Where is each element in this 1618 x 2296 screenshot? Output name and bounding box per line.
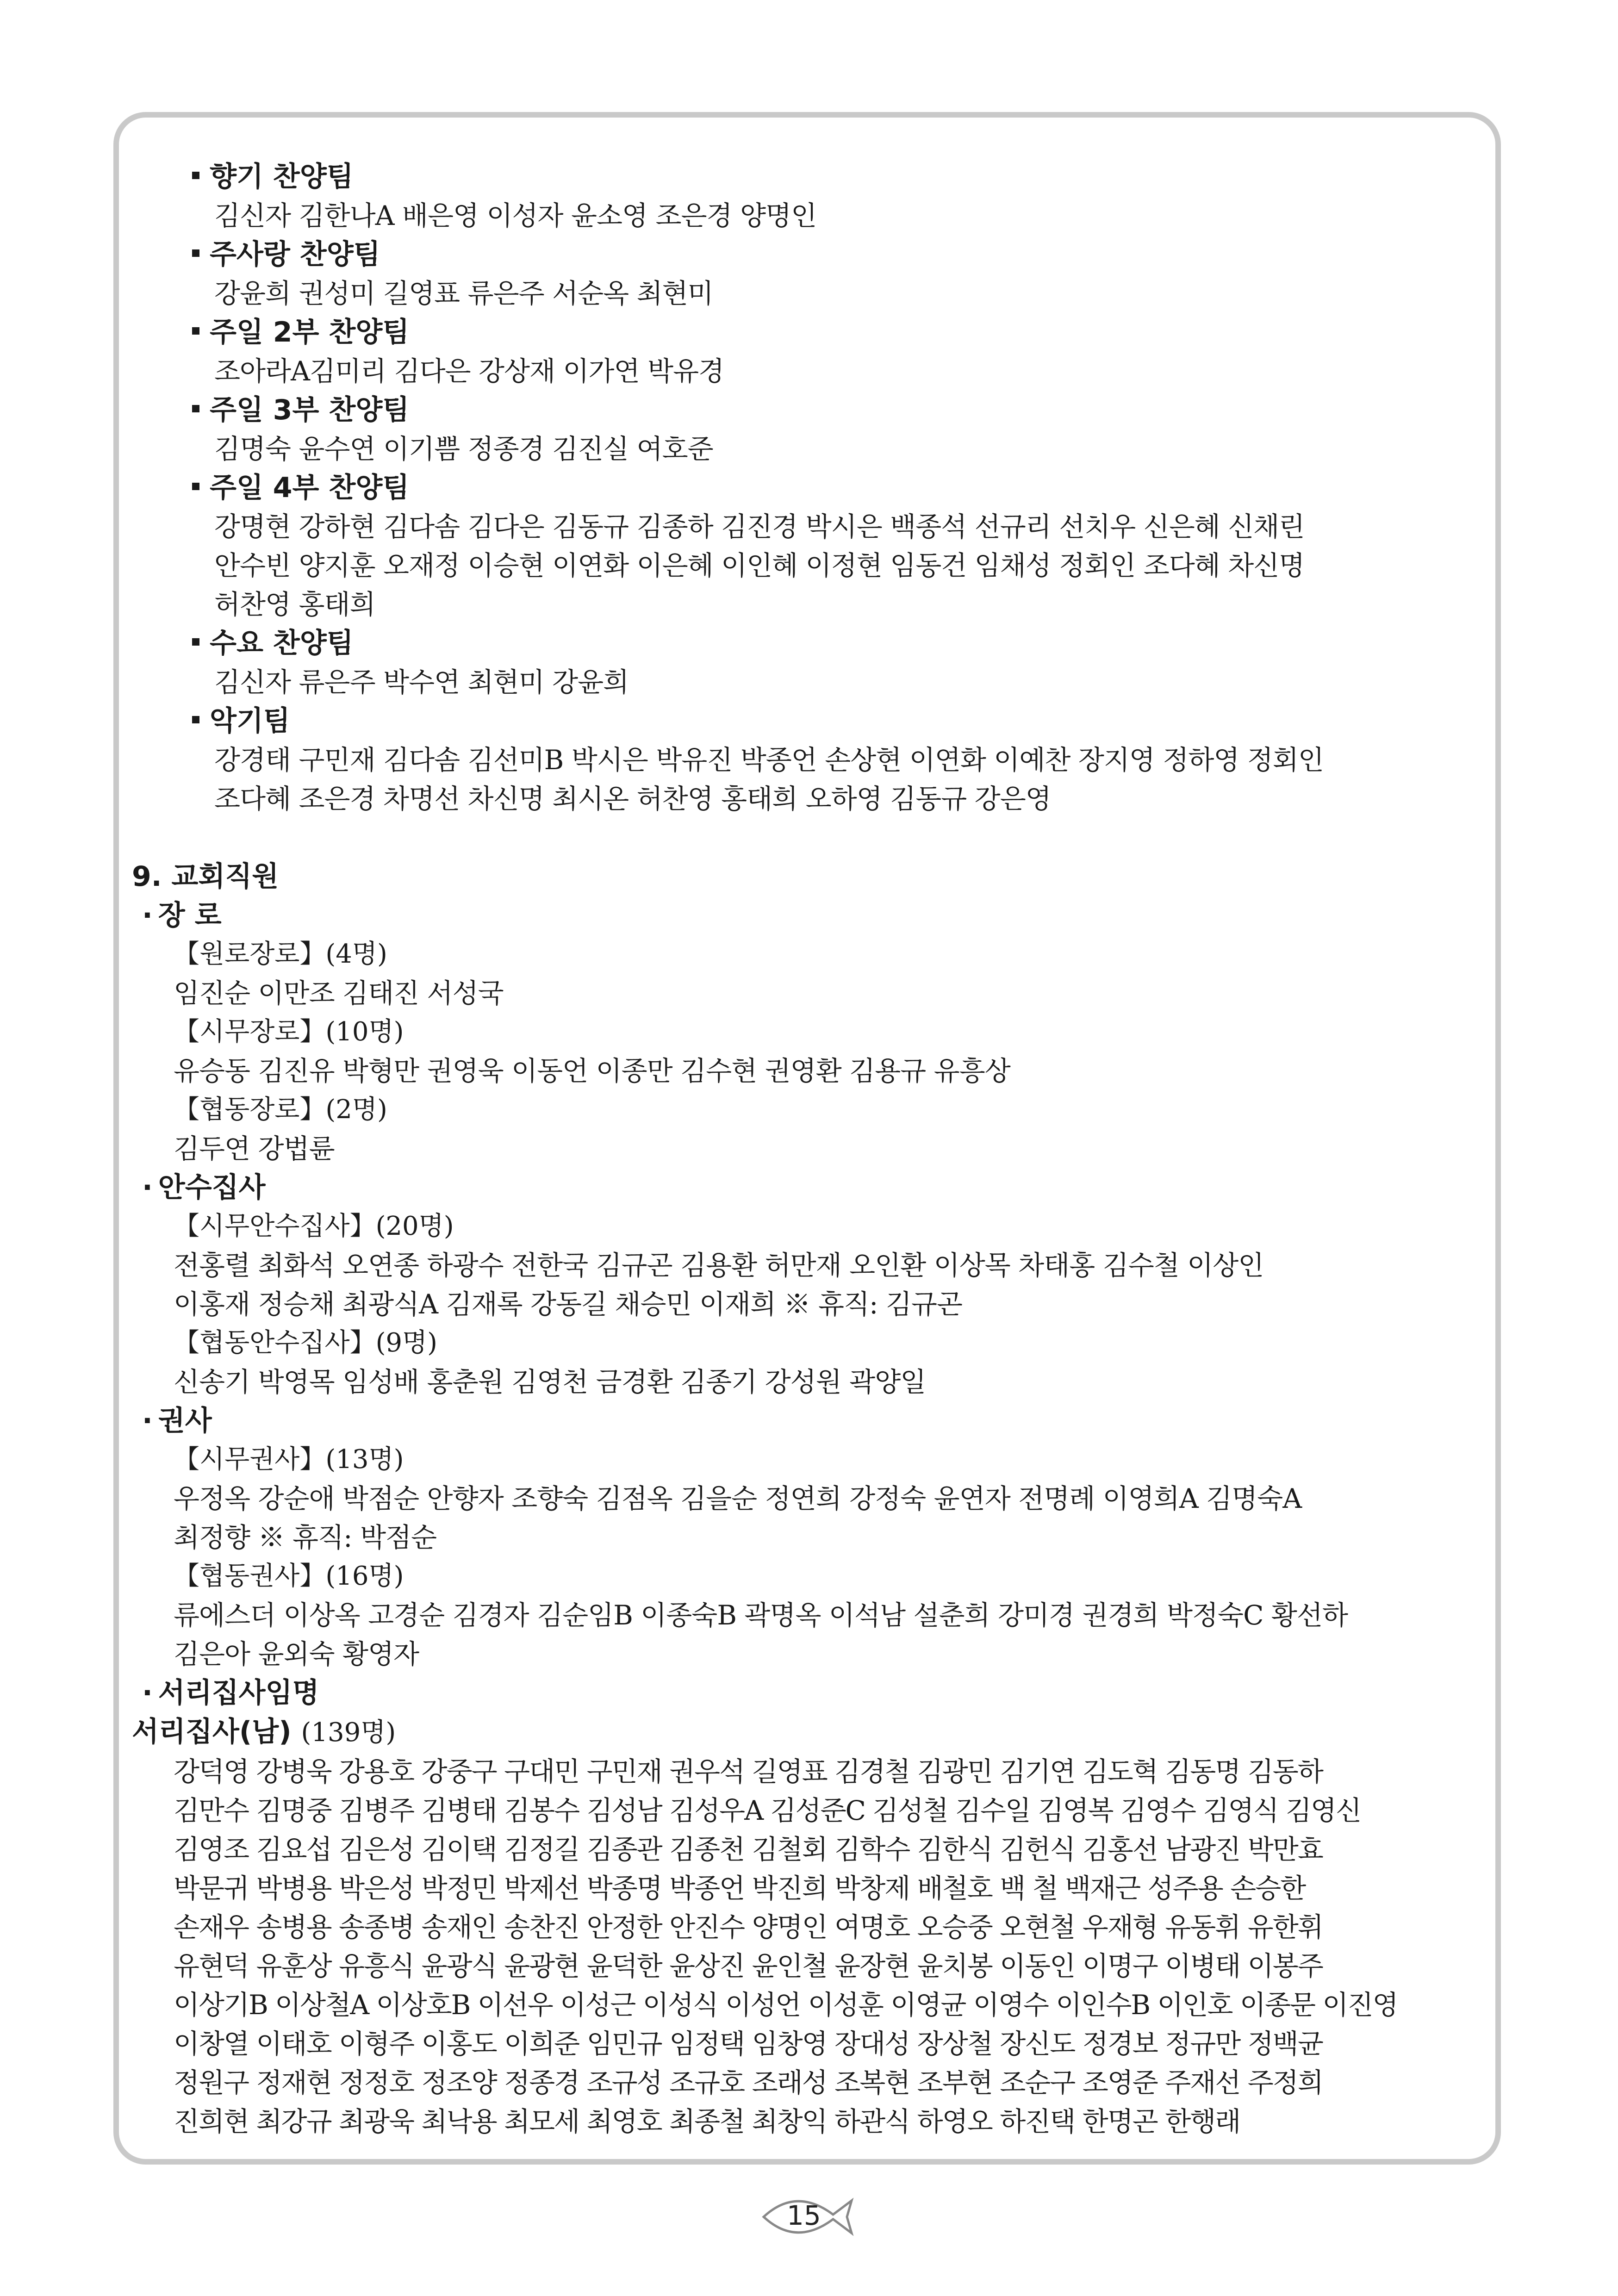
- group-names: 임진순 이만조 김태진 서성국: [174, 977, 504, 1009]
- group-label: 【시무안수집사】(20명): [174, 1211, 454, 1241]
- team-members: 김신자 김한나A 배은영 이성자 윤소영 조은경 양명인: [214, 200, 817, 231]
- group-label: 【협동안수집사】(9명): [174, 1328, 437, 1358]
- team-members: 안수빈 양지훈 오재정 이승현 이연화 이은혜 이인혜 이정현 임동건 임채성 정회인 조다혜 차신명: [214, 550, 1305, 581]
- team-title: 주일 2부 찬양팀: [192, 313, 1479, 352]
- category-acting-deacon: · 서리집사임명: [142, 1677, 319, 1709]
- group-names: 최정향 ※ 휴직: 박점순: [174, 1522, 437, 1553]
- group-names: 신송기 박영목 임성배 홍춘원 김영천 금경환 김종기 강성원 곽양일: [174, 1366, 926, 1398]
- team-block: [132, 313, 1479, 391]
- square-bullet-icon: [192, 483, 199, 490]
- category-elder: · 장 로: [142, 899, 222, 932]
- deacon-names-line: 유현덕 유훈상 유흥식 윤광식 윤광현 윤덕한 윤상진 윤인철 윤장현 윤치봉 이동인 이명구 이병태 이봉주: [174, 1950, 1323, 1982]
- team-members: 김신자 류은주 박수연 최현미 강윤희: [214, 666, 629, 698]
- group-names: 김은아 윤외숙 황영자: [174, 1638, 419, 1670]
- group-label: 【협동장로】(2명): [174, 1095, 387, 1125]
- group-names: 유승동 김진유 박형만 권영욱 이동언 이종만 김수현 권영환 김용규 유흥상: [174, 1055, 1010, 1087]
- deacon-names-line: 김영조 김요섭 김은성 김이택 김정길 김종관 김종천 김철회 김학수 김한식 김헌식 김홍선 남광진 박만효: [174, 1834, 1323, 1865]
- team-members: 강윤희 권성미 길영표 류은주 서순옥 최현미: [214, 278, 713, 309]
- deacon-names-line: 진희현 최강규 최광욱 최낙용 최모세 최영호 최종철 최창익 하관식 하영오 하진택 한명곤 한행래: [174, 2106, 1240, 2137]
- group-label: 【협동권사】(16명): [174, 1561, 404, 1591]
- page-content: [132, 157, 1479, 2141]
- team-title: 주일 4부 찬양팀: [192, 468, 1479, 507]
- deacon-names-line: 김만수 김명중 김병주 김병태 김봉수 김성남 김성우A 김성준C 김성철 김수일 김영복 김영수 김영식 김영신: [174, 1795, 1361, 1826]
- team-title: 주일 3부 찬양팀: [192, 391, 1479, 429]
- group-label: 【시무장로】(10명): [174, 1017, 404, 1047]
- square-bullet-icon: [192, 716, 199, 723]
- group-names: 우정옥 강순애 박점순 안향자 조향숙 김점옥 김을순 정연희 강정숙 윤연자 전명례 이영희A 김명숙A: [174, 1483, 1302, 1514]
- category-ordained-deacon: · 안수집사: [142, 1171, 266, 1204]
- team-members: 강명현 강하현 김다솜 김다은 김동규 김종하 김진경 박시은 백종석 선규리 선치우 신은혜 신채린: [214, 511, 1305, 542]
- team-block: [132, 235, 1479, 313]
- team-title: 주사랑 찬양팀: [192, 235, 1479, 274]
- square-bullet-icon: [192, 327, 199, 335]
- team-members: 김명숙 윤수연 이기쁨 정종경 김진실 여호준: [214, 433, 713, 465]
- deacon-names-line: 정원구 정재현 정정호 정조양 정종경 조규성 조규호 조래성 조복현 조부현 조순구 조영준 주재선 주정희: [174, 2067, 1323, 2098]
- team-title: 향기 찬양팀: [192, 157, 1479, 196]
- group-names: 전홍렬 최화석 오연종 하광수 전한국 김규곤 김용환 허만재 오인환 이상목 차태홍 김수철 이상인: [174, 1250, 1264, 1281]
- dot-bullet-icon: ·: [142, 1677, 153, 1709]
- team-block: [132, 391, 1479, 468]
- team-title: 수요 찬양팀: [192, 624, 1479, 663]
- team-members: 강경태 구민재 김다솜 김선미B 박시은 박유진 박종언 손상현 이연화 이예찬 장지영 정하영 정회인: [214, 744, 1324, 776]
- team-block: [132, 702, 1479, 818]
- deacon-names-line: 손재우 송병용 송종병 송재인 송찬진 안정한 안진수 양명인 여명호 오승중 오현철 우재형 유동휘 유한휘: [174, 1911, 1323, 1943]
- square-bullet-icon: [192, 405, 199, 412]
- deacon-names-line: 이창열 이태호 이형주 이홍도 이희준 임민규 임정택 임창영 장대성 장상철 장신도 정경보 정규만 정백균: [174, 2028, 1323, 2060]
- group-label: 【시무권사】(13명): [174, 1444, 404, 1475]
- square-bullet-icon: [192, 638, 199, 646]
- deacon-names-line: 이상기B 이상철A 이상호B 이선우 이성근 이성식 이성언 이성훈 이영균 이영수 이인수B 이인호 이종문 이진영: [174, 1989, 1398, 2021]
- team-block: [132, 468, 1479, 624]
- group-names: 류에스더 이상옥 고경순 김경자 김순임B 이종숙B 곽명옥 이석남 설춘희 강미경 권경희 박정숙C 황선하: [174, 1599, 1348, 1631]
- dot-bullet-icon: ·: [142, 1405, 153, 1437]
- deacon-names-line: 강덕영 강병욱 강용호 강중구 구대민 구민재 권우석 길영표 김경철 김광민 김기연 김도혁 김동명 김동하: [174, 1756, 1323, 1787]
- dot-bullet-icon: ·: [142, 1171, 153, 1204]
- deacon-names-line: 박문귀 박병용 박은성 박정민 박제선 박종명 박종언 박진희 박창제 배철호 백 철 백재근 성주용 손승한: [174, 1873, 1306, 1904]
- team-title: 악기팀: [192, 702, 1479, 740]
- deacon-heading: 서리집사(남) (139명): [132, 1716, 396, 1748]
- group-names: 이홍재 정승채 최광식A 김재록 강동길 채승민 이재희 ※ 휴직: 김규곤: [174, 1288, 963, 1320]
- dot-bullet-icon: ·: [142, 899, 153, 932]
- team-members: 조다혜 조은경 차명선 차신명 최시온 허찬영 홍태희 오하영 김동규 강은영: [214, 783, 1051, 815]
- deacon-count: (139명): [301, 1717, 396, 1748]
- category-kwonsa: · 권사: [142, 1405, 212, 1437]
- group-names: 김두연 강법륜: [174, 1133, 335, 1164]
- page-number: 15: [759, 2187, 856, 2247]
- section-title: 9. 교회직원: [132, 860, 279, 893]
- square-bullet-icon: [192, 249, 199, 257]
- team-block: [132, 157, 1479, 235]
- group-label: 【원로장로】(4명): [174, 939, 387, 969]
- team-members: 조아라A김미리 김다은 강상재 이가연 박유경: [214, 355, 724, 387]
- team-block: [132, 624, 1479, 702]
- square-bullet-icon: [192, 172, 199, 179]
- team-members: 허찬영 홍태희: [214, 589, 375, 620]
